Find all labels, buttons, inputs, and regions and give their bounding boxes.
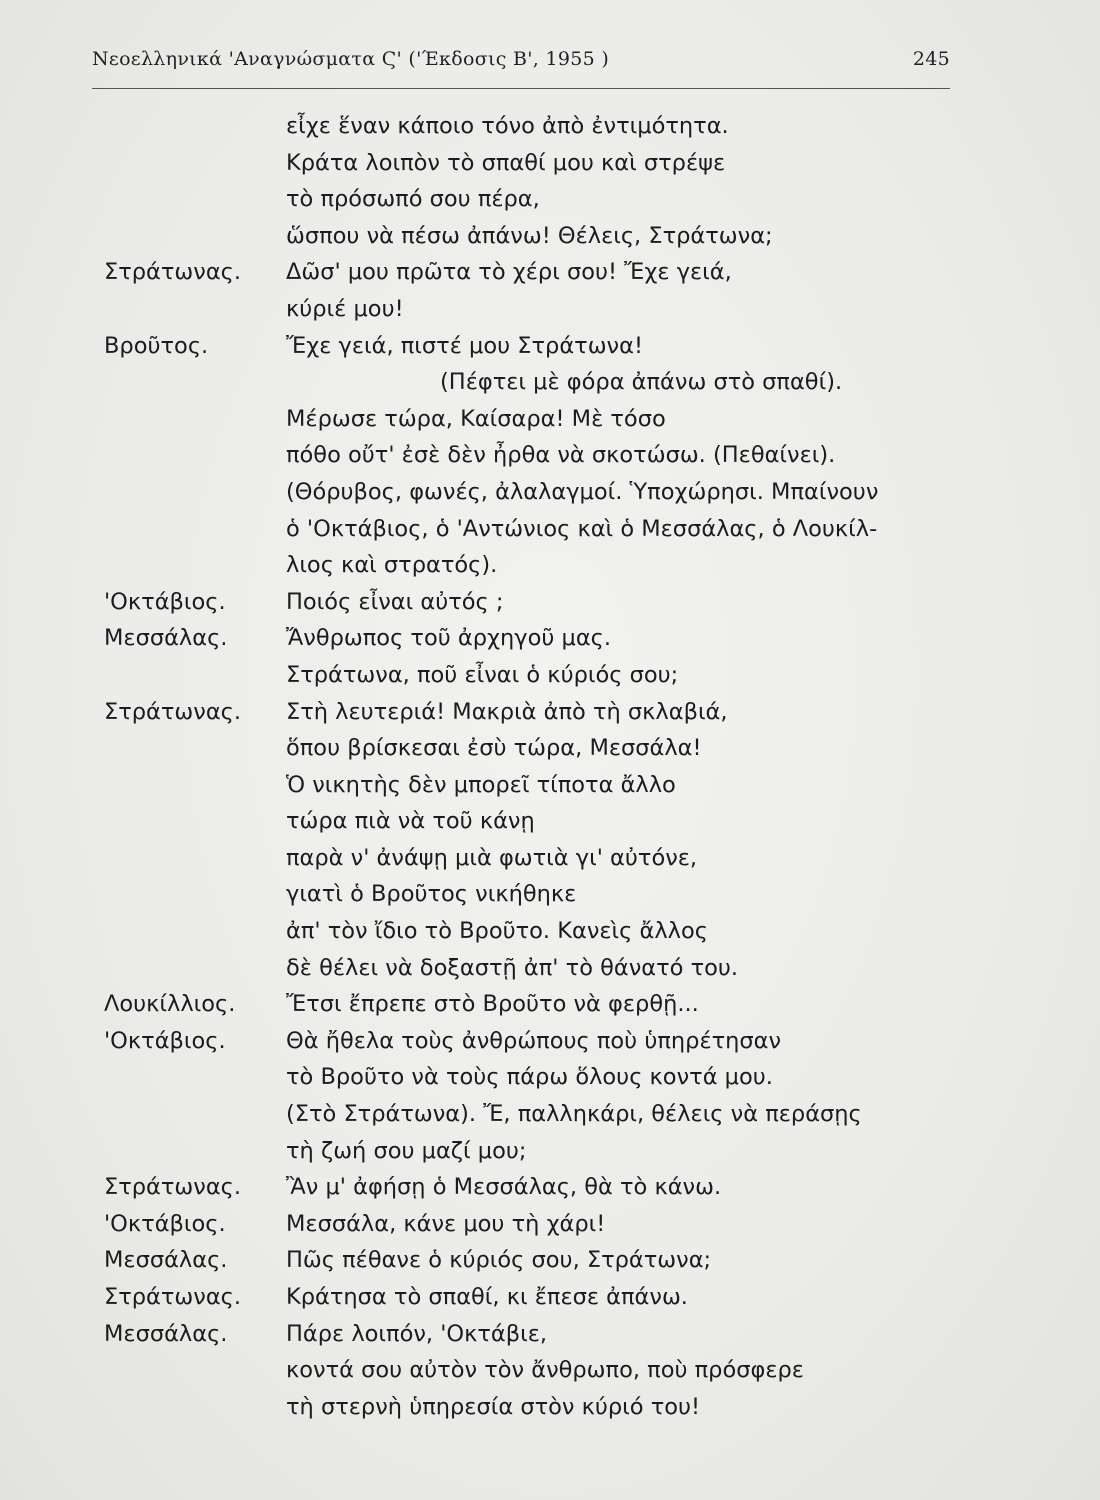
dialogue-line xyxy=(0,840,1100,877)
verse-text: Πῶς πέθανε ὁ κύριός σου, Στράτωνα; xyxy=(286,1247,712,1274)
dialogue-line xyxy=(0,1242,1100,1279)
dialogue-line xyxy=(0,1059,1100,1096)
dialogue-line xyxy=(0,584,1100,621)
dialogue-line xyxy=(0,620,1100,657)
verse-text: (Θόρυβος, φωνές, ἀλαλαγμοί. Ὑποχώρησι. Μπαίνουν xyxy=(286,478,879,505)
dialogue-line xyxy=(0,986,1100,1023)
verse-text: τὴ ζωή σου μαζί μου; xyxy=(286,1137,527,1164)
verse-text: Ἔχε γειά, πιστέ μου Στράτωνα! xyxy=(286,332,643,359)
speaker-name: Βροῦτος. xyxy=(104,332,209,359)
dialogue-line xyxy=(0,1389,1100,1426)
speaker-name: Στράτωνας. xyxy=(104,259,242,286)
verse-text: Ἔτσι ἔπρεπε στὸ Βροῦτο νὰ φερθῇ... xyxy=(286,991,699,1018)
dialogue-line xyxy=(0,291,1100,328)
header-rule xyxy=(92,88,950,89)
dialogue-line xyxy=(0,1096,1100,1133)
dialogue-line xyxy=(0,1206,1100,1243)
verse-text: λιος καὶ στρατός). xyxy=(286,552,498,579)
dialogue-line xyxy=(0,913,1100,950)
verse-text: Μέρωσε τώρα, Καίσαρα! Μὲ τόσο xyxy=(286,405,666,432)
dialogue-line xyxy=(0,1352,1100,1389)
dialogue-line xyxy=(0,1169,1100,1206)
verse-text: Ποιός εἶναι αὐτός ; xyxy=(286,588,504,615)
dialogue-line xyxy=(0,474,1100,511)
dialogue-line xyxy=(0,511,1100,548)
dialogue-line xyxy=(0,803,1100,840)
verse-text: Ὁ νικητὴς δὲν μπορεῖ τίποτα ἄλλο xyxy=(286,771,676,798)
verse-text: Θὰ ἤθελα τοὺς ἀνθρώπους ποὺ ὑπηρέτησαν xyxy=(286,1027,782,1054)
verse-text: τὸ Βροῦτο νὰ τοὺς πάρω ὅλους κοντά μου. xyxy=(286,1064,773,1091)
dialogue-line xyxy=(0,950,1100,987)
speaker-name: Στράτωνας. xyxy=(104,1284,242,1310)
verse-text: πόθο οὔτ' ἐσὲ δὲν ἦρθα νὰ σκοτώσω. (Πεθαίνει). xyxy=(286,442,836,469)
dialogue-line xyxy=(0,254,1100,291)
dialogue-line xyxy=(0,108,1100,145)
dialogue-line xyxy=(0,1023,1100,1060)
dialogue-line xyxy=(0,730,1100,767)
verse-text: τὸ πρόσωπό σου πέρα, xyxy=(286,186,540,213)
dialogue-line xyxy=(0,364,1100,401)
dialogue-line xyxy=(0,547,1100,584)
dialogue-line xyxy=(0,145,1100,182)
speaker-name: Μεσσάλας. xyxy=(104,1247,228,1274)
speaker-name: 'Οκτάβιος. xyxy=(104,1027,226,1054)
verse-text: ἀπ' τὸν ἴδιο τὸ Βροῦτο. Κανεὶς ἄλλος xyxy=(286,918,708,945)
dialogue-line xyxy=(0,694,1100,731)
verse-text: δὲ θέλει νὰ δοξαστῇ ἀπ' τὸ θάνατό του. xyxy=(286,954,739,981)
verse-text: Κράτησα τὸ σπαθί, κι ἔπεσε ἀπάνω. xyxy=(286,1284,688,1310)
play-text xyxy=(0,108,1100,1425)
verse-text: Μεσσάλα, κάνε μου τὴ χάρι! xyxy=(286,1210,606,1237)
verse-text: εἶχε ἕναν κάποιο τόνο ἀπὸ ἐντιμότητα. xyxy=(286,113,729,139)
stage-direction: (Πέφτει μὲ φόρα ἀπάνω στὸ σπαθί). xyxy=(440,369,843,396)
speaker-name: Μεσσάλας. xyxy=(104,625,228,652)
dialogue-line xyxy=(0,218,1100,255)
speaker-name: Στράτωνας. xyxy=(104,698,242,725)
verse-text: Κράτα λοιπὸν τὸ σπαθί μου καὶ στρέψε xyxy=(286,149,726,176)
verse-text: ὥσπου νὰ πέσω ἀπάνω! Θέλεις, Στράτωνα; xyxy=(286,222,773,249)
running-title: Νεοελληνικά 'Αναγνώσματα Ϛ' ('Έκδοσις Β', 1955 ) xyxy=(92,48,610,70)
dialogue-line xyxy=(0,657,1100,694)
verse-text: Στὴ λευτεριά! Μακριὰ ἀπὸ τὴ σκλαβιά, xyxy=(286,698,728,725)
verse-text: παρὰ ν' ἀνάψῃ μιὰ φωτιὰ γι' αὐτόνε, xyxy=(286,844,698,871)
verse-text: τώρα πιὰ νὰ τοῦ κάνῃ xyxy=(286,808,535,835)
verse-text: κύριέ μου! xyxy=(286,295,404,322)
dialogue-line xyxy=(0,876,1100,913)
speaker-name: Μεσσάλας. xyxy=(104,1320,228,1347)
verse-text: ὁ 'Οκτάβιος, ὁ 'Αντώνιος καὶ ὁ Μεσσάλας, ὁ Λουκίλ- xyxy=(286,515,878,542)
verse-text: Πάρε λοιπόν, 'Οκτάβιε, xyxy=(286,1320,548,1347)
verse-text: Στράτωνα, ποῦ εἶναι ὁ κύριός σου; xyxy=(286,661,679,688)
dialogue-line xyxy=(0,401,1100,438)
running-header xyxy=(92,48,950,88)
speaker-name: 'Οκτάβιος. xyxy=(104,588,226,615)
speaker-name: 'Οκτάβιος. xyxy=(104,1210,226,1237)
dialogue-line xyxy=(0,767,1100,804)
verse-text: γιατὶ ὁ Βροῦτος νικήθηκε xyxy=(286,881,577,908)
dialogue-line xyxy=(0,1133,1100,1170)
verse-text: ὅπου βρίσκεσαι ἐσὺ τώρα, Μεσσάλα! xyxy=(286,735,702,762)
dialogue-line xyxy=(0,328,1100,365)
speaker-name: Λουκίλλιος. xyxy=(104,991,236,1018)
verse-text: Δῶσ' μου πρῶτα τὸ χέρι σου! Ἔχε γειά, xyxy=(286,259,732,286)
verse-text: τὴ στερνὴ ὑπηρεσία στὸν κύριό του! xyxy=(286,1393,701,1420)
verse-text: Ἂν μ' ἀφήσῃ ὁ Μεσσάλας, θὰ τὸ κάνω. xyxy=(286,1174,722,1201)
verse-text: Ἄνθρωπος τοῦ ἀρχηγοῦ μας. xyxy=(286,625,612,652)
dialogue-line xyxy=(0,181,1100,218)
page-number: 245 xyxy=(912,48,950,70)
speaker-name: Στράτωνας. xyxy=(104,1174,242,1201)
dialogue-line xyxy=(0,1316,1100,1353)
verse-text: κοντά σου αὐτὸν τὸν ἄνθρωπο, ποὺ πρόσφερε xyxy=(286,1357,804,1384)
verse-text: (Στὸ Στράτωνα). Ἔ, παλληκάρι, θέλεις νὰ περάσῃς xyxy=(286,1101,862,1128)
dialogue-line xyxy=(0,437,1100,474)
dialogue-line xyxy=(0,1279,1100,1316)
